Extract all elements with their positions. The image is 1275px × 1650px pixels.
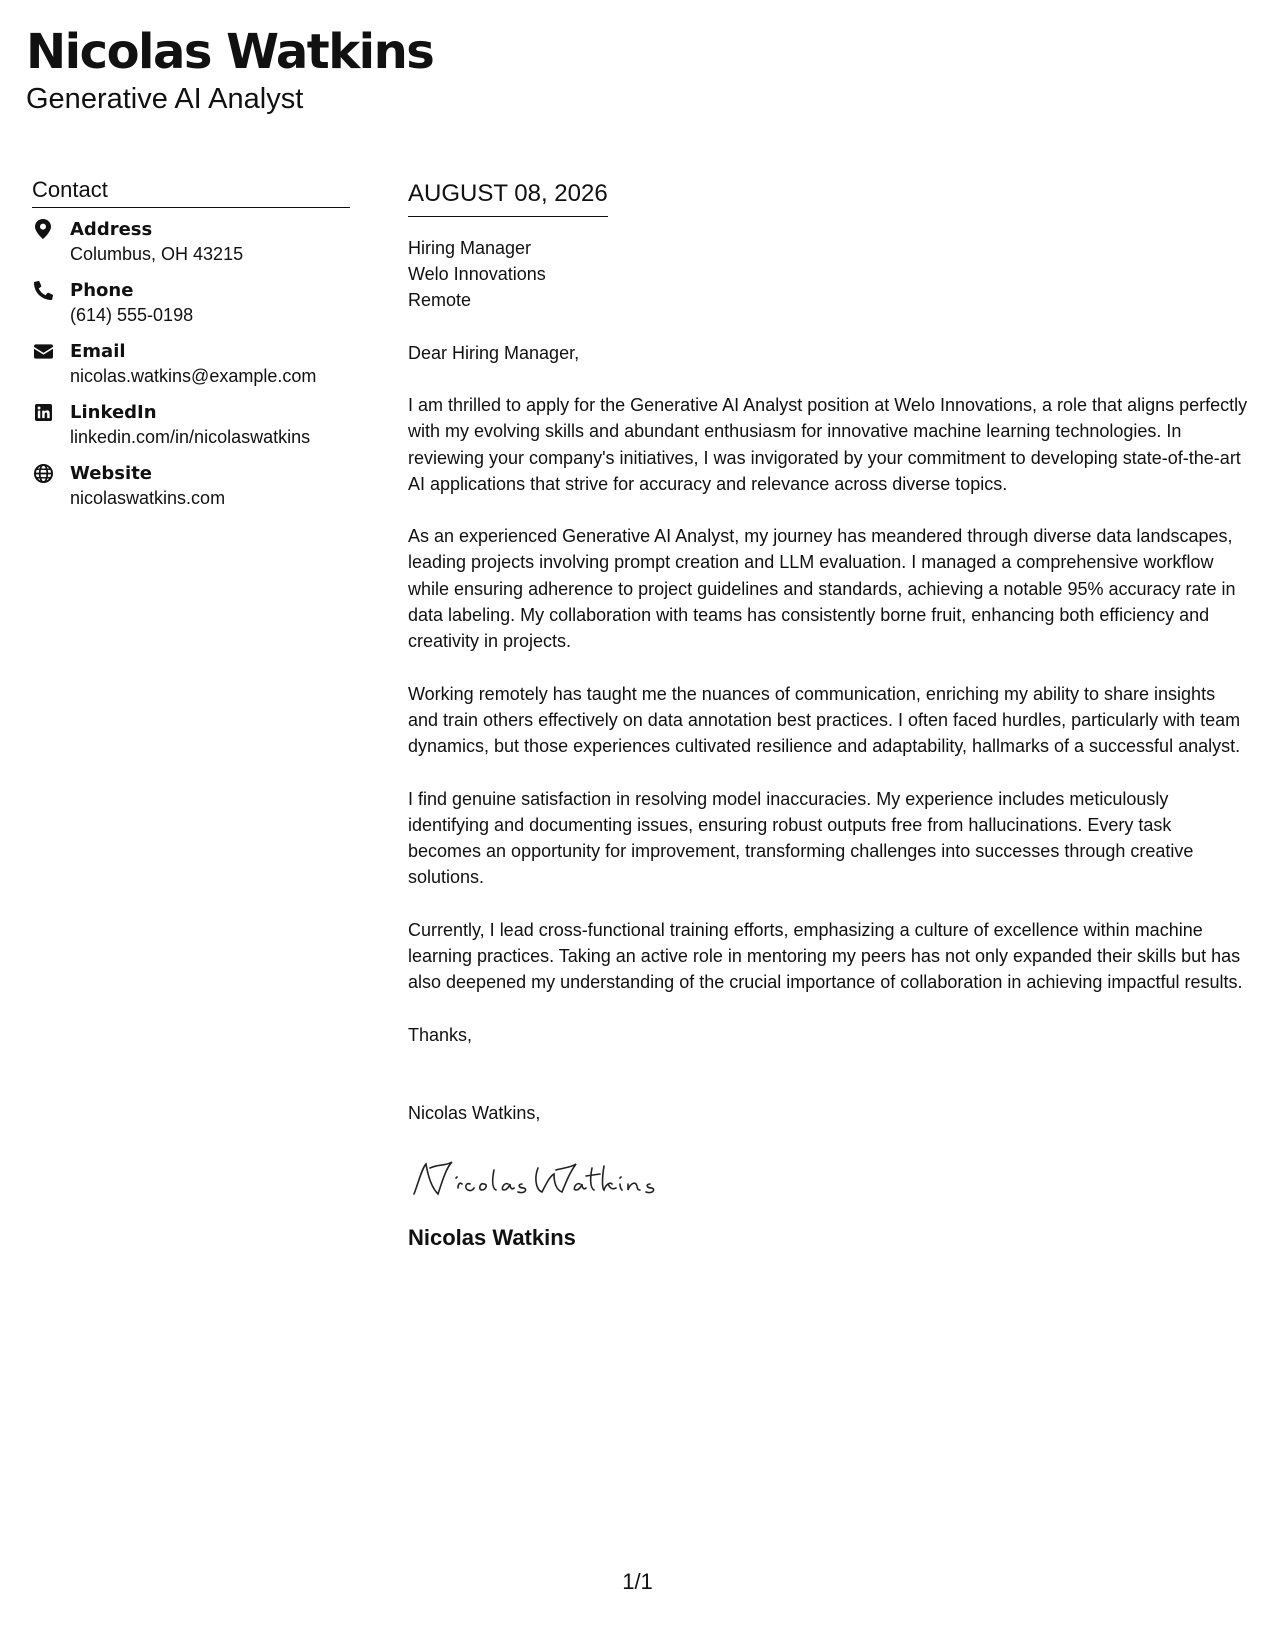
contact-label: Email [70,341,126,362]
contact-label: LinkedIn [70,402,157,423]
phone-icon [32,279,54,301]
letter-body [408,178,1248,1252]
letter-paragraph: I am thrilled to apply for the Generative AI Analyst position at Welo Innovations, a role that aligns perfectly with my evolving skills and abundant enthusiasm for innovative machine learning technologies. In reviewing your company's initiatives, I was invigorated by your commitment to developing state-of-the-art AI applications that strive for accuracy and relevance across diverse topics. [408,395,1248,494]
contact-item-email [32,339,350,389]
handwritten-signature [408,1154,668,1204]
contact-heading: Contact [32,176,350,208]
letter-paragraph: As an experienced Generative AI Analyst, my journey has meandered through diverse data landscapes, leading projects involving prompt creation and LLM evaluation. I managed a comprehensive workflow while ensuring adherence to project guidelines and standards, achieving a notable 95% accuracy rate in data labeling. My collaboration with teams has consistently borne fruit, enhancing both efficiency and creativity in projects. [408,526,1236,652]
signoff-name: Nicolas Watkins, [408,1102,541,1123]
contact-item-address [32,217,350,267]
contact-value: nicolas.watkins@example.com [70,366,317,386]
applicant-title: Generative AI Analyst [26,83,304,115]
contact-label: Address [70,219,153,240]
contact-label: Website [70,463,153,484]
recipient-line: Remote [408,290,472,310]
envelope-icon [32,340,54,362]
recipient-line: Welo Innovations [408,264,546,284]
letter-greeting: Dear Hiring Manager, [408,343,580,363]
recipient-block [408,235,1248,313]
applicant-name: Nicolas Watkins [26,24,434,80]
letter-date: AUGUST 08, 2026 [408,178,608,217]
letter-paragraph: Currently, I lead cross-functional training efforts, emphasizing a culture of excellence within machine learning practices. Taking an active role in mentoring my peers has not only expanded their skills but has also deepened my understanding of the crucial importance of collaboration in achieving impactful results. [408,919,1243,993]
linkedin-icon [32,401,54,423]
contact-item-linkedin [32,400,350,450]
contact-value: Columbus, OH 43215 [70,244,244,264]
contact-label: Phone [70,280,134,301]
contact-value: linkedin.com/in/nicolaswatkins [70,427,311,447]
recipient-line: Hiring Manager [408,238,532,258]
contact-item-website [32,461,350,511]
letter-paragraph: I find genuine satisfaction in resolving model inaccuracies. My experience includes meticulously identifying and documenting issues, ensuring robust outputs free from hallucinations. Every task becomes an opportunity for improvement, transforming challenges into successes through creative solutions. [408,788,1194,888]
page-number: 1/1 [622,1569,653,1594]
contact-item-phone [32,278,350,328]
globe-icon [32,462,54,484]
letter-closing: Thanks, [408,1024,473,1045]
letter-paragraph: Working remotely has taught me the nuances of communication, enriching my ability to share insights and train others effectively on data annotation best practices. I often faced hurdles, particularly with team dynamics, but those experiences cultivated resilience and adaptability, hallmarks of a successful analyst. [408,683,1241,757]
resume-header [26,22,433,116]
contact-value: (614) 555-0198 [70,305,194,325]
signature-name: Nicolas Watkins [408,1224,576,1250]
contact-value: nicolaswatkins.com [70,488,226,508]
contact-sidebar [32,176,350,522]
map-pin-icon [32,218,54,240]
